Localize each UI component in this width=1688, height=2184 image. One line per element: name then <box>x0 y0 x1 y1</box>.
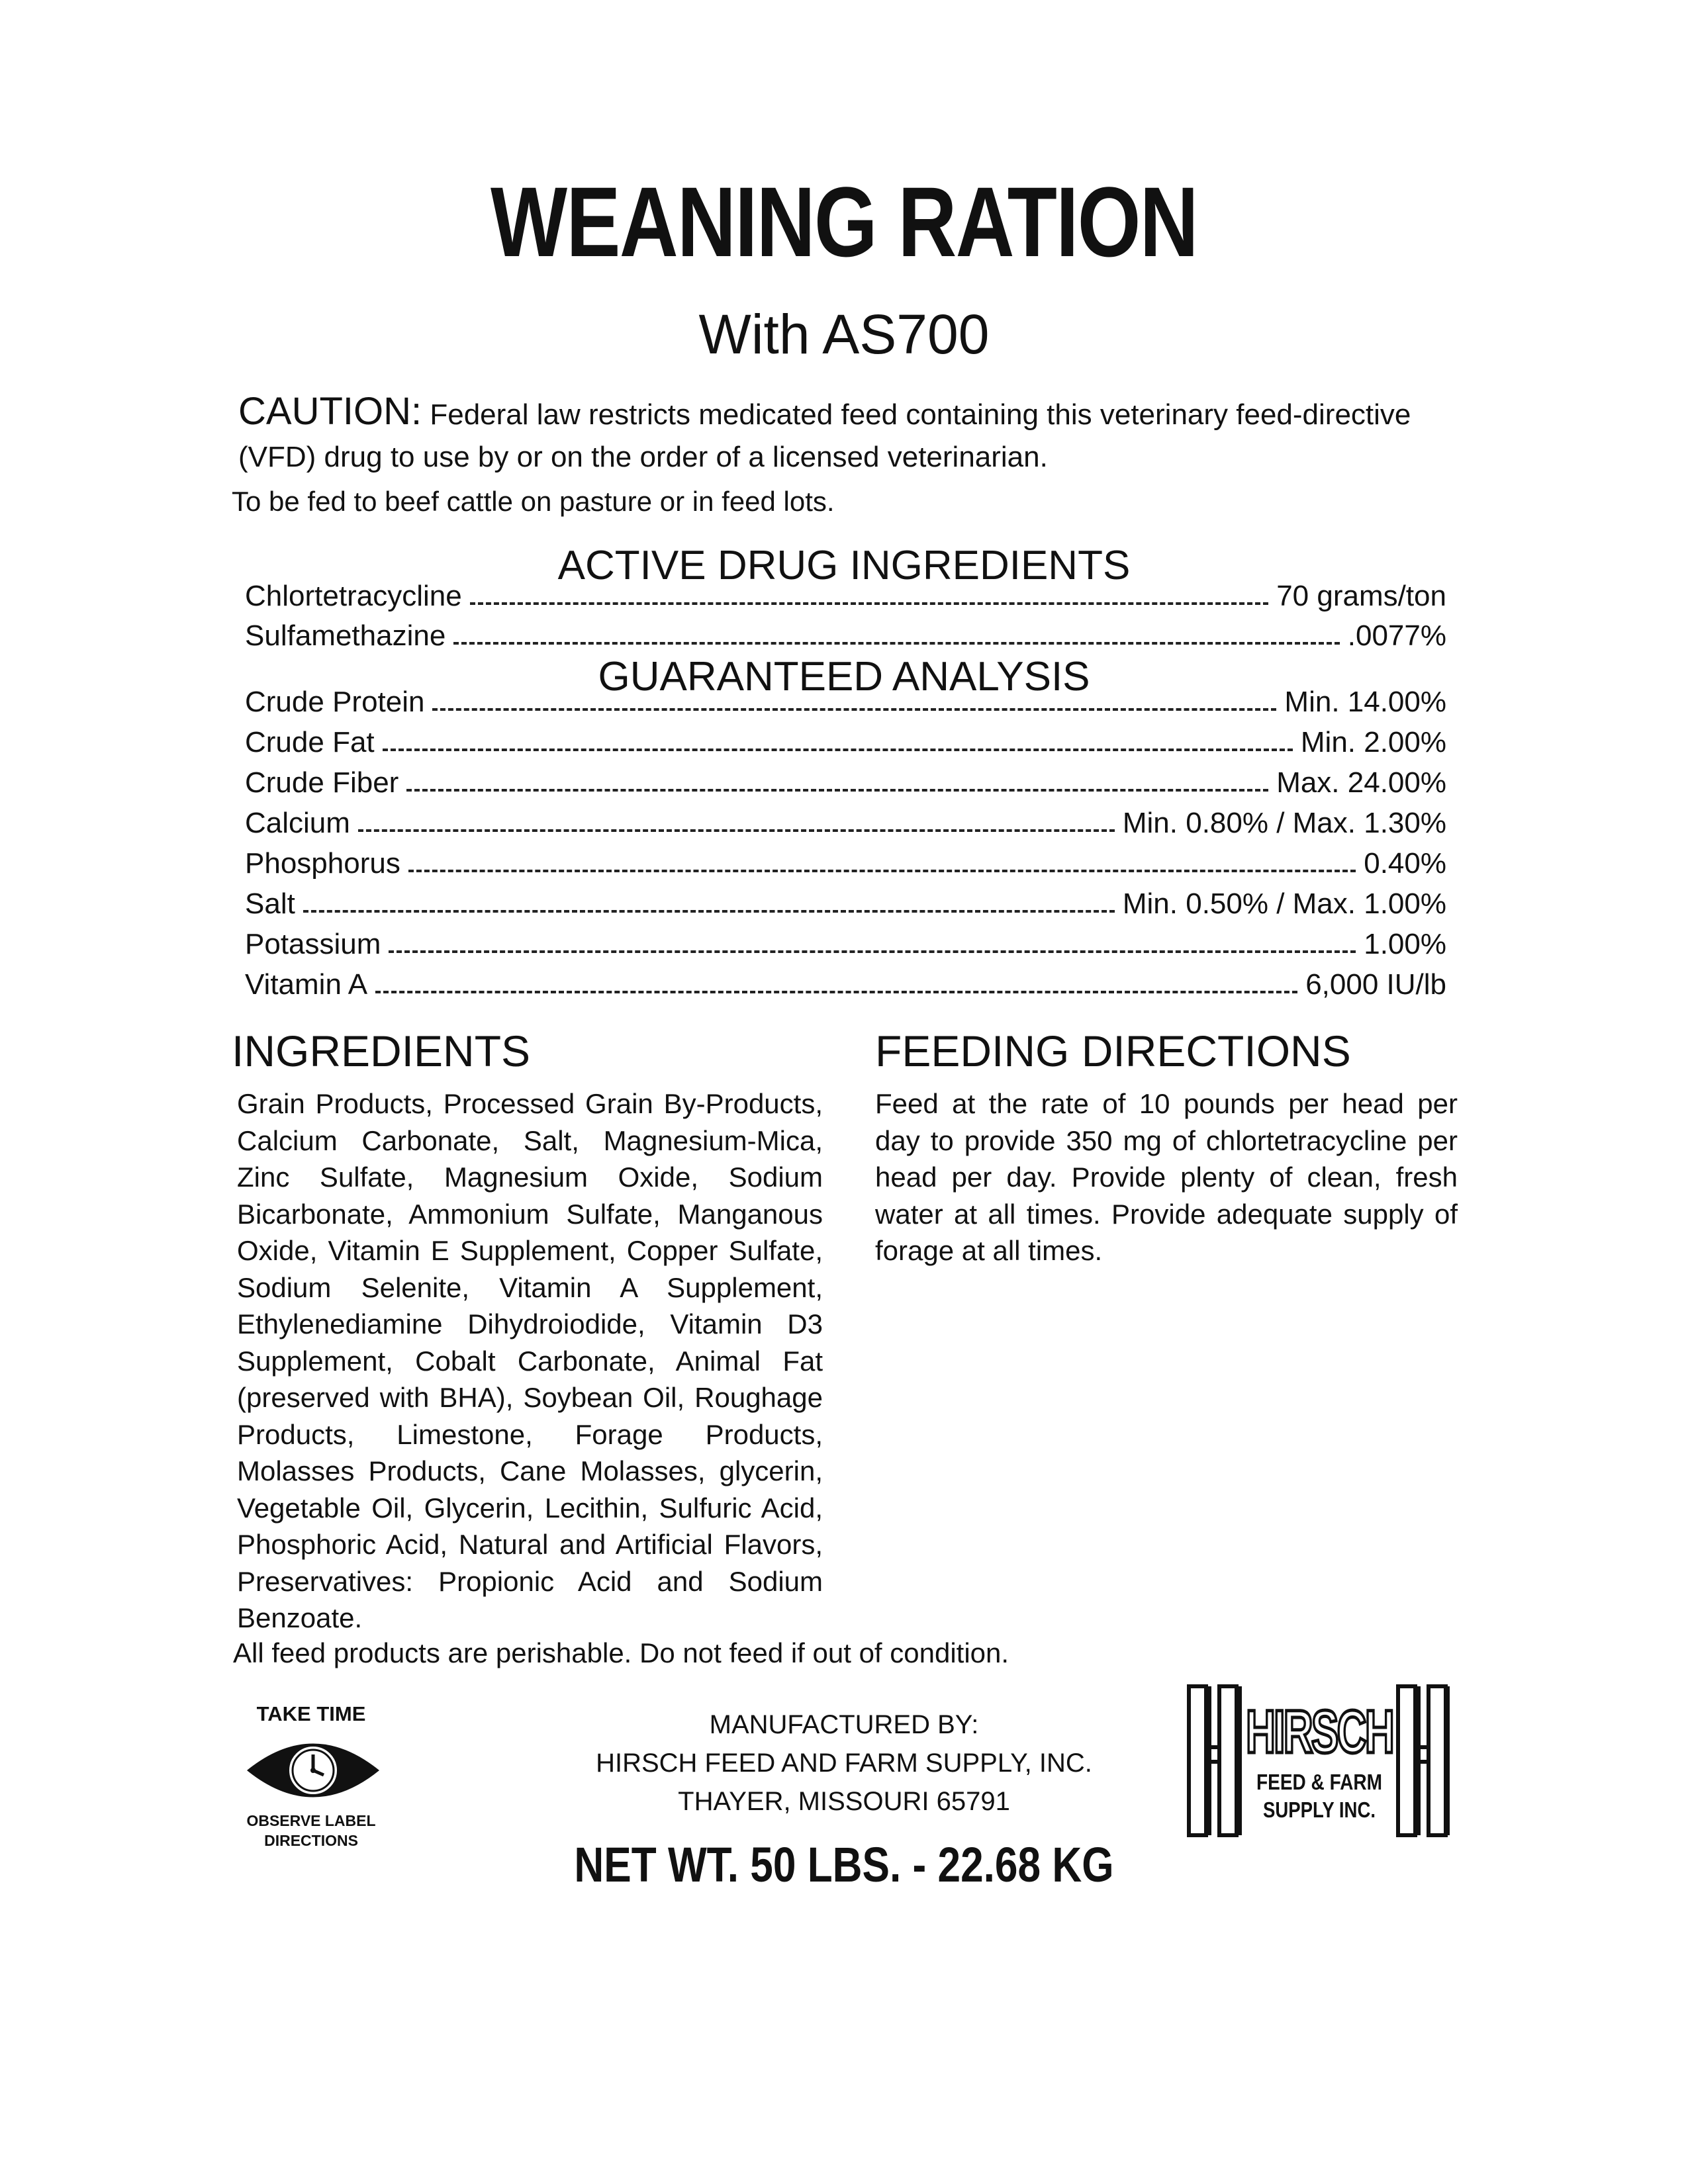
ingredients-text: Grain Products, Processed Grain By-Products, Calcium Carbonate, Salt, Magnesium-Mica, Zinc Sulfate, Magnesium Oxide, Sodium Bicarbonate, Ammonium Sulfate, Manganous Oxide, Vitamin E Supplement, Copper Sulfate, Sodium Selenite, Vitamin A Supplement, Ethylenediamine Dihydroiodide, Vitamin D3 Supplement, Cobalt Carbonate, Animal Fat (preserved with BHA), Soybean Oil, Roughage Products, Limestone, Forage Products, Molasses Products, Cane Molasses, glycerin, Vegetable Oil, Glycerin, Lecithin, Sulfuric Acid, Phosphoric Acid, Natural and Artificial Flavors, Preservatives: Propionic Acid and Sodium Benzoate. <box>237 1088 823 1633</box>
guaranteed-analysis-heading-text: GUARANTEED ANALYSIS <box>588 654 1099 700</box>
drug-value: .0077% <box>1347 619 1446 652</box>
analysis-name: Salt <box>245 887 295 920</box>
manufactured-by: MANUFACTURED BY: <box>709 1710 979 1739</box>
caution-label: CAUTION: <box>238 390 422 433</box>
leader-dashes <box>432 708 1276 711</box>
perishable-notice: All feed products are perishable. Do not feed if out of condition. <box>233 1637 1009 1668</box>
drug-value: 70 grams/ton <box>1276 580 1446 612</box>
analysis-name: Vitamin A <box>245 968 368 1001</box>
analysis-name: Crude Fiber <box>245 766 399 799</box>
leader-dashes <box>358 829 1115 832</box>
observe-label-line: OBSERVE LABEL <box>246 1812 376 1829</box>
caution-text: Federal law restricts medicated feed containing this veterinary feed-directive (VFD) drug to use by or on the order of a licensed veterinarian. <box>238 398 1411 473</box>
leader-dashes <box>383 749 1293 751</box>
analysis-row <box>245 762 1446 801</box>
logo-wordmark: HIRSCH <box>1246 1698 1393 1766</box>
leader-dashes <box>406 789 1268 792</box>
caution-statement <box>238 390 1476 478</box>
drug-row <box>245 615 1446 654</box>
manufacturer-address: THAYER, MISSOURI 65791 <box>678 1787 1010 1816</box>
leader-dashes <box>303 910 1115 913</box>
leader-dashes <box>453 642 1339 645</box>
analysis-row <box>245 884 1446 922</box>
drug-row <box>245 576 1446 614</box>
active-drugs-heading-text: ACTIVE DRUG INGREDIENTS <box>549 543 1140 588</box>
drug-name: Chlortetracycline <box>245 580 462 612</box>
analysis-name: Crude Protein <box>245 686 425 718</box>
analysis-row <box>245 722 1446 760</box>
analysis-value: 0.40% <box>1364 847 1446 880</box>
analysis-row <box>245 803 1446 841</box>
ingredients-heading: INGREDIENTS <box>232 1026 531 1075</box>
leader-dashes <box>389 950 1356 953</box>
analysis-row <box>245 843 1446 882</box>
analysis-name: Calcium <box>245 807 350 839</box>
analysis-name: Crude Fat <box>245 726 375 758</box>
feeding-directions-heading: FEEDING DIRECTIONS <box>875 1026 1351 1075</box>
eye-clock-icon <box>244 1731 383 1809</box>
net-weight: NET WT. 50 LBS. - 22.68 KG <box>574 1837 1114 1892</box>
analysis-value: Min. 0.50% / Max. 1.00% <box>1122 887 1446 920</box>
leader-dashes <box>408 870 1356 872</box>
hirsch-logo <box>1185 1681 1450 1843</box>
analysis-value: 1.00% <box>1364 928 1446 960</box>
page-title: WEANING RATION <box>490 166 1197 277</box>
analysis-row <box>245 682 1446 720</box>
observe-label-directions <box>228 1811 394 1850</box>
analysis-row <box>245 964 1446 1003</box>
analysis-name: Potassium <box>245 928 381 960</box>
logo-supply-inc: SUPPLY INC. <box>1263 1797 1376 1822</box>
manufacturer-name: HIRSCH FEED AND FARM SUPPLY, INC. <box>596 1749 1092 1778</box>
analysis-value: Min. 0.80% / Max. 1.30% <box>1122 807 1446 839</box>
logo-feed-farm: FEED & FARM <box>1256 1770 1382 1794</box>
analysis-value: 6,000 IU/lb <box>1305 968 1446 1001</box>
analysis-row <box>245 924 1446 962</box>
feed-to-statement: To be fed to beef cattle on pasture or in feed lots. <box>232 486 835 517</box>
analysis-name: Phosphorus <box>245 847 400 880</box>
analysis-value: Min. 2.00% <box>1300 726 1446 758</box>
feeding-directions-text: Feed at the rate of 10 pounds per head per day to provide 350 mg of chlortetracycline per head per day. Provide plenty of clean, fresh water at all times. Provide adequate supply of forage at all times. <box>875 1088 1458 1266</box>
drug-name: Sulfamethazine <box>245 619 446 652</box>
directions-line: DIRECTIONS <box>264 1832 358 1849</box>
page-subtitle: With AS700 <box>698 303 990 365</box>
analysis-value: Min. 14.00% <box>1284 686 1446 718</box>
analysis-value: Max. 24.00% <box>1276 766 1446 799</box>
leader-dashes <box>375 991 1297 993</box>
leader-dashes <box>470 602 1269 605</box>
take-time-label: TAKE TIME <box>256 1702 366 1725</box>
